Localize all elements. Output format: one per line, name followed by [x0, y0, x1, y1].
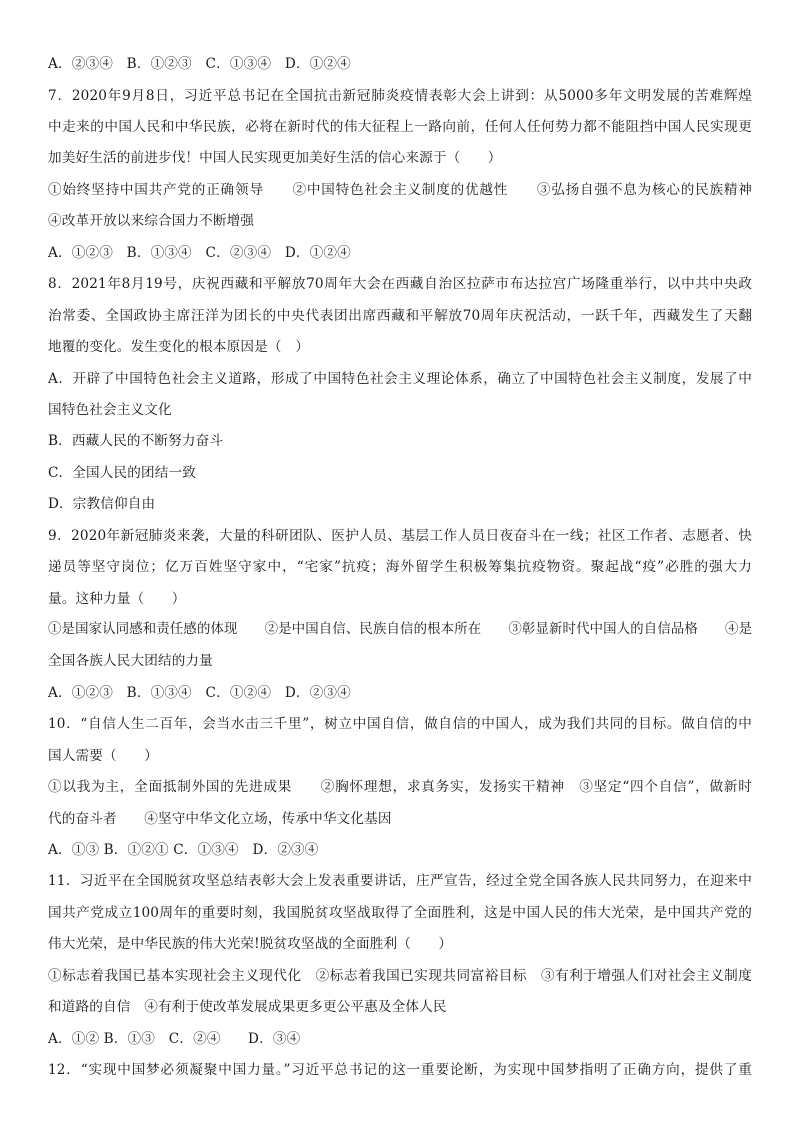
q8-option-d: D．宗教信仰自由 [48, 496, 156, 512]
q12-stem-line-1: 12．“实现中国梦必须凝聚中国力量。”习近平总书记的这一重要论断，为实现中国梦指明了正确方向，提供了重 [48, 1062, 752, 1078]
q8-stem-line-2: 治常委、全国政协主席汪洋为团长的中央代表团出席西藏和平解放70周年庆祝活动，一跃千年，西藏发生了天翻 [48, 308, 752, 324]
q9-stem-line-1: 9．2020年新冠肺炎来袭，大量的科研团队、医护人员、基层工作人员日夜奋斗在一线；社区工作者、志愿者、快 [48, 528, 752, 544]
q8-option-a-line-1: A．开辟了中国特色社会主义道路，形成了中国特色社会主义理论体系，确立了中国特色社会主义制度，发展了中 [48, 371, 752, 387]
q11-answer-options: A．①② B．①③ C．②④ D．③④ [48, 1031, 301, 1047]
q6-answer-options: A．②③④ B．①②③ C．①③④ D．①②④ [48, 56, 351, 72]
q8-option-b: B．西藏人民的不断努力奋斗 [48, 433, 224, 449]
q11-stem-line-1: 11．习近平在全国脱贫攻坚总结表彰大会上发表重要讲话，庄严宣告，经过全党全国各族人民共同努力，在迎来中 [48, 873, 752, 889]
q9-statements-line-2: 全国各族人民大团结的力量 [48, 653, 213, 669]
q8-option-c: C．全国人民的团结一致 [48, 465, 196, 481]
q11-stem-line-3: 伟大光荣，是中华民族的伟大光荣!脱贫攻坚战的全面胜利（ ） [48, 936, 453, 952]
q11-statements-line-2: 和道路的自信 ④有利于使改革发展成果更多更公平惠及全体人民 [48, 999, 447, 1015]
q7-answer-options: A．①②③ B．①③④ C．②③④ D．①②④ [48, 245, 351, 261]
q10-statements-line-2: 代的奋斗者 ④坚守中华文化立场，传承中华文化基因 [48, 811, 392, 827]
q7-stem-line-3: 加美好生活的前进步伐！中国人民实现更加美好生活的信心来源于（ ） [48, 150, 502, 166]
q10-stem-line-1: 10．“自信人生二百年，会当水击三千里”，树立中国自信，做自信的中国人，成为我们共同的目标。做自信的中 [48, 716, 752, 732]
q9-stem-line-3: 量。这种力量（ ） [48, 591, 186, 607]
q7-statements-line-1: ①始终坚持中国共产党的正确领导 ②中国特色社会主义制度的优越性 ③弘扬自强不息为核心的民族精神 [48, 182, 752, 198]
q10-stem-line-2: 国人需要（ ） [48, 748, 158, 764]
q8-stem-line-1: 8．2021年8月19号，庆祝西藏和平解放70周年大会在西藏自治区拉萨市布达拉宫广场隆重举行，以中共中央政 [48, 276, 752, 292]
q8-stem-line-3: 地覆的变化。发生变化的根本原因是（ ） [48, 339, 310, 355]
q10-statements-line-1: ①以我为主，全面抵制外国的先进成果 ②胸怀理想，求真务实，发扬实干精神 ③坚定“四个自信”，做新时 [48, 779, 752, 795]
q7-stem-line-2: 中走来的中国人民和中华民族，必将在新时代的伟大征程上一路向前，任何人任何势力都不能阻挡中国人民实现更 [48, 119, 752, 135]
q8-option-a-line-2: 国特色社会主义文化 [48, 402, 172, 418]
q11-stem-line-2: 国共产党成立100周年的重要时刻，我国脱贫攻坚战取得了全面胜利，这是中国人民的伟大光荣，是中国共产党的 [48, 905, 752, 921]
q11-statements-line-1: ①标志着我国已基本实现社会主义现代化 ②标志着我国已实现共同富裕目标 ③有利于增强人们对社会主义制度 [48, 968, 752, 984]
q7-statements-line-2: ④改革开放以来综合国力不断增强 [48, 213, 255, 229]
q9-stem-line-2: 递员等坚守岗位；亿万百姓坚守家中，“宅家”抗疫；海外留学生积极筹集抗疫物资。聚起战“疫”必胜的强大力 [48, 559, 752, 575]
q9-statements-line-1: ①是国家认同感和责任感的体现 ②是中国自信、民族自信的根本所在 ③彰显新时代中国人的自信品格 ④是 [48, 622, 753, 637]
q10-answer-options: A．①③ B．①②① C．①③④ D．②③④ [48, 842, 319, 858]
q9-answer-options: A．①②③ B．①③④ C．①②④ D．②③④ [48, 685, 351, 701]
q7-stem-line-1: 7．2020年9月8日，习近平总书记在全国抗击新冠肺炎疫情表彰大会上讲到：从5000多年文明发展的苦难辉煌 [48, 88, 752, 104]
